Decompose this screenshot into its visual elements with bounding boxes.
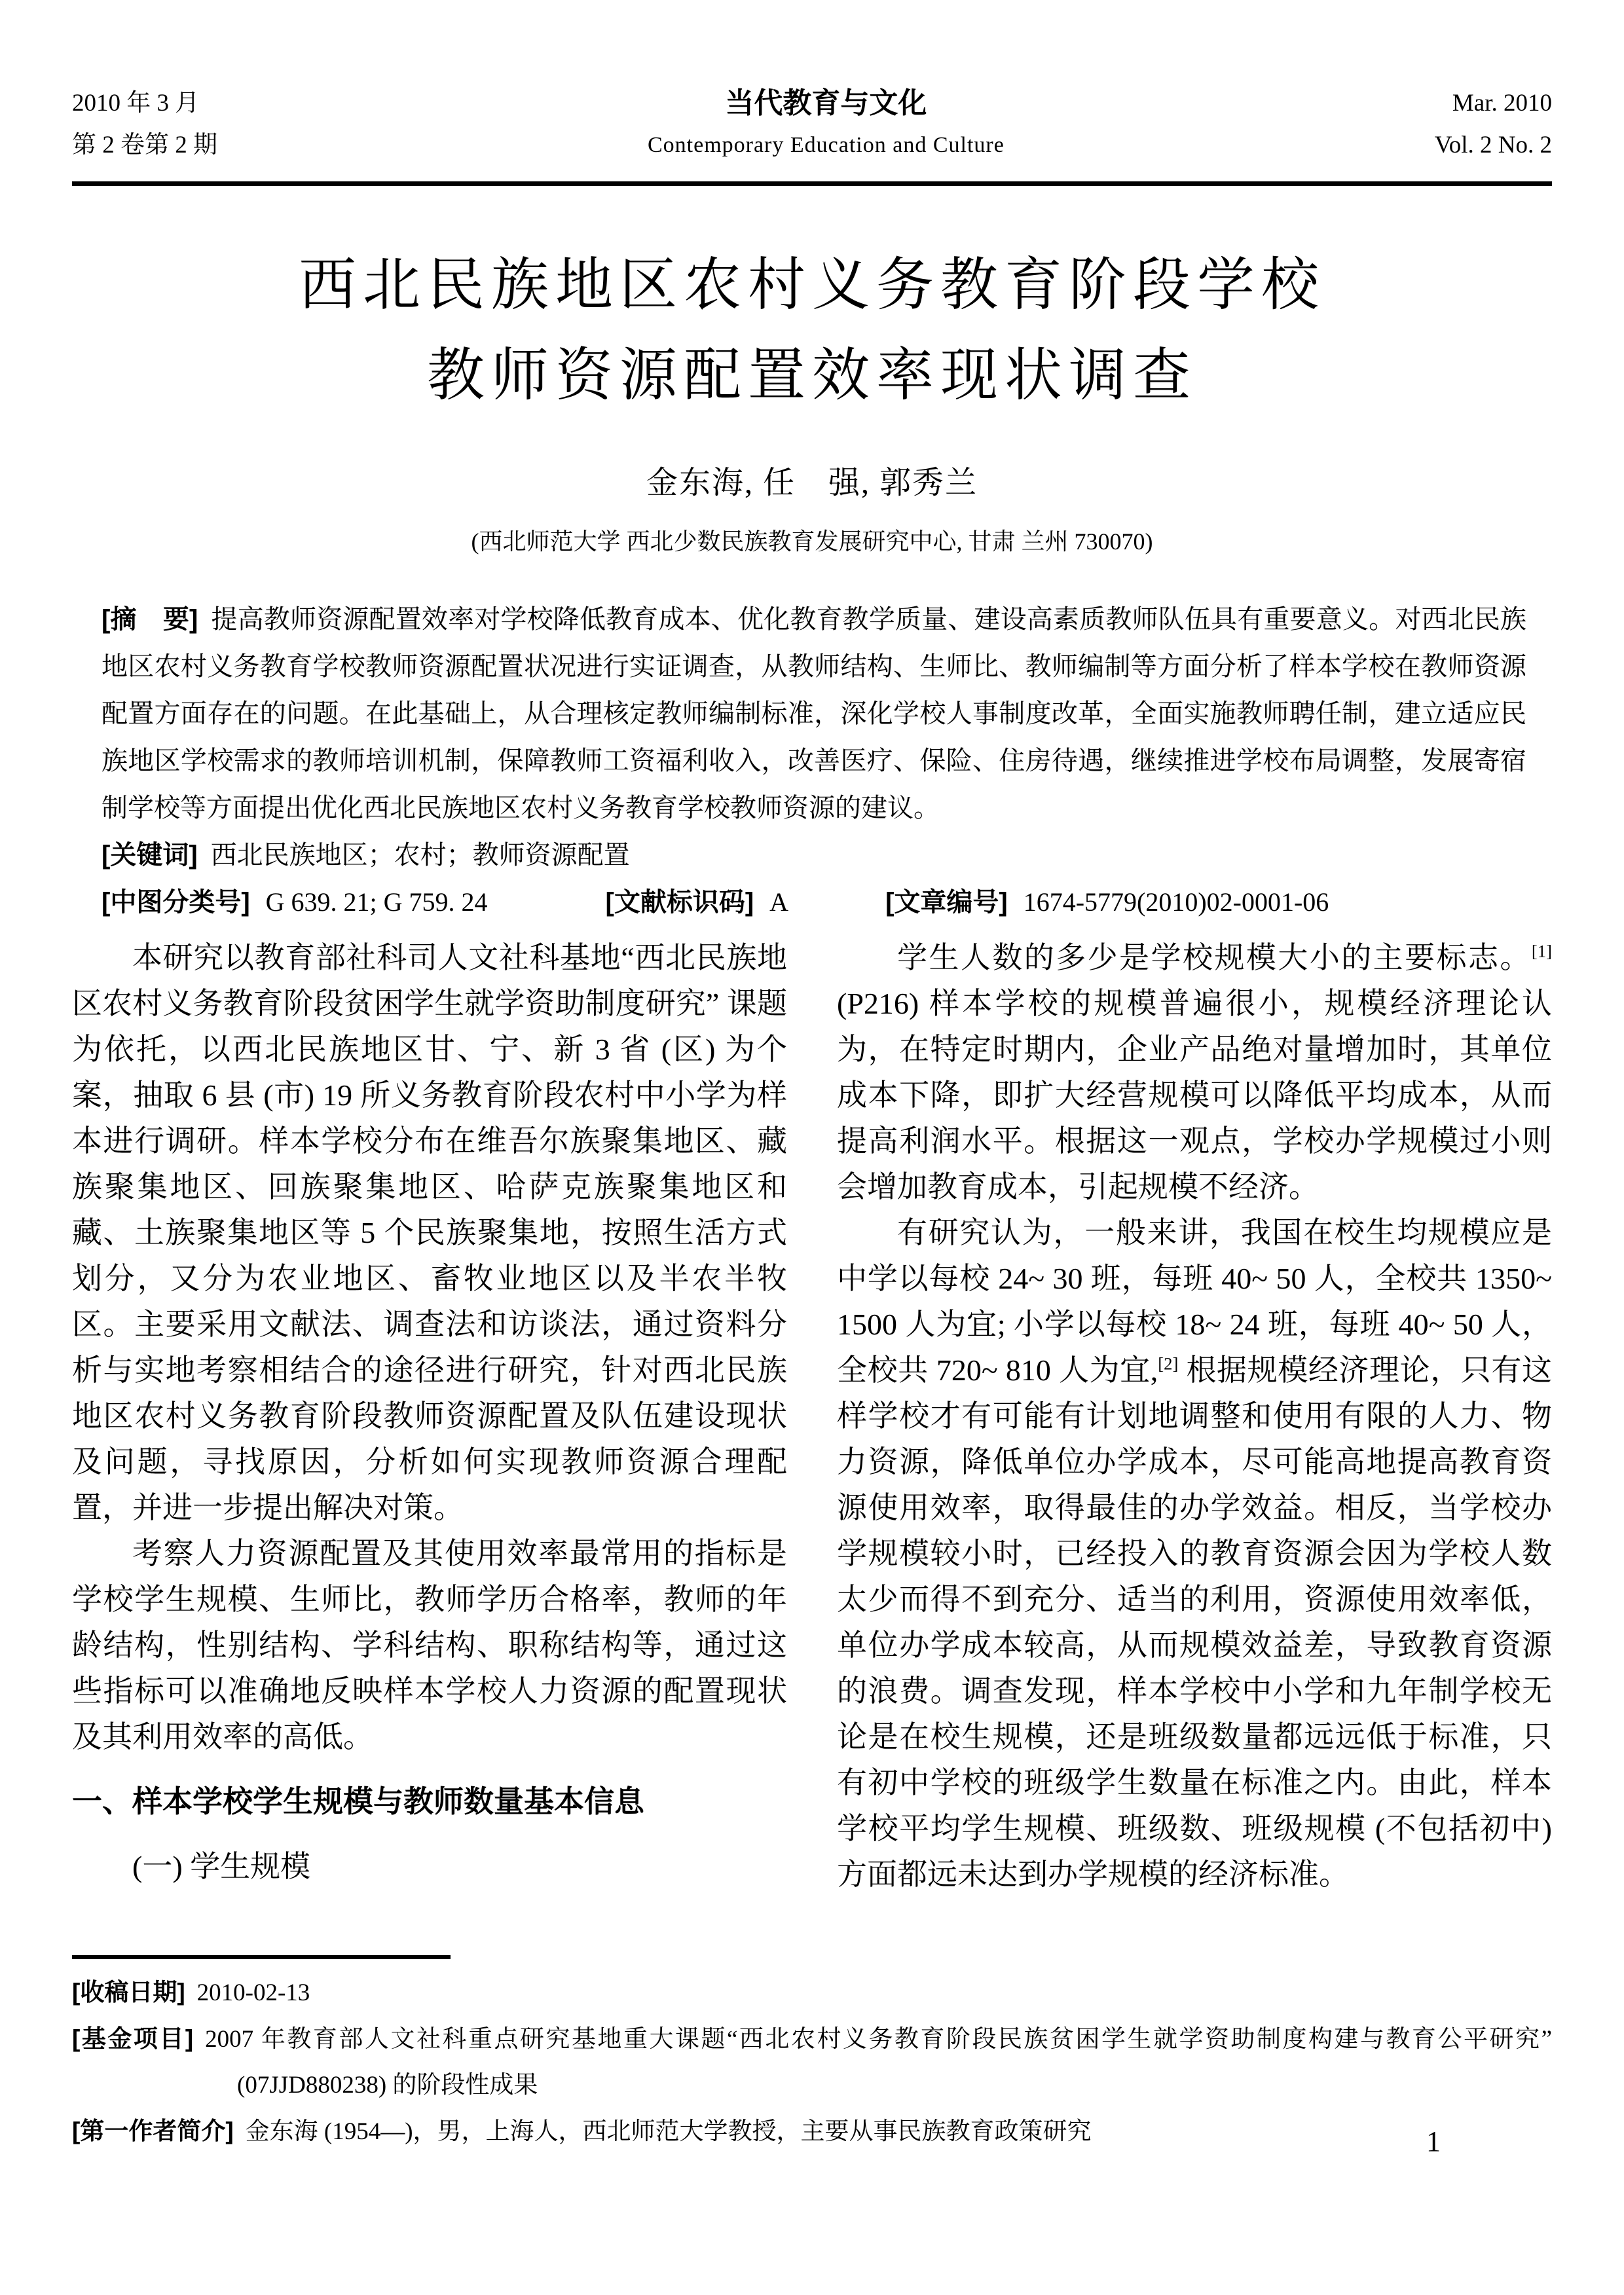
left-paragraph-2: 考察人力资源配置及其使用效率最常用的指标是学校学生规模、生师比，教师学历合格率，教师的年龄结构，性别结构、学科结构、职称结构等，通过这些指标可以准确地反映样本学校人力资源的配置现状及其利用效率的高低。 <box>72 1537 787 1753</box>
footnote-fund-project <box>72 2016 1552 2108</box>
body-columns <box>72 935 1552 1898</box>
article-title-line2: 教师资源配置效率现状调查 <box>426 344 1197 408</box>
keywords-text: 西北民族地区；农村；教师资源配置 <box>210 840 630 870</box>
first-author-text: 金东海 (1954—)，男，上海人，西北师范大学教授，主要从事民族教育政策研究 <box>245 2118 1092 2145</box>
clc-value: G 639. 21; G 759. 24 <box>265 887 488 917</box>
received-date-value: 2010-02-13 <box>196 1979 310 2006</box>
journal-title-cn: 当代教育与文化 <box>725 87 927 119</box>
keywords-line <box>101 832 1526 879</box>
right-column <box>837 935 1552 1898</box>
volume-issue-cn: 第 2 卷第 2 期 <box>72 132 217 158</box>
right-paragraph-2-text-a: 有研究认为，一般来讲，我国在校生均规模应是中学以每校 24~ 30 班，每班 40~ 50 人，全校共 1350~ 1500 人为宜; 小学以每校 18~ 24 班，每班 40~ 50 人，全校共 720~ 810 人为宜, <box>837 1216 1552 1387</box>
article-id-label: [文章编号] <box>885 888 1008 917</box>
left-paragraph-1: 本研究以教育部社科司人文社科基地“西北民族地区农村义务教育阶段贫困学生就学资助制度研究” 课题为依托，以西北民族地区甘、宁、新 3 省 (区) 为个案，抽取 6 县 (市) 19 所义务教育阶段农村中小学为样本进行调研。样本学校分布在维吾尔族聚集地区、藏族聚集地区、回族聚集地区、哈萨克族聚集地区和藏、土族聚集地区等 5 个民族聚集地，按照生活方式划分，又分为农业地区、畜牧业地区以及半农半牧区。主要采用文献法、调查法和访谈法，通过资料分析与实地考察相结合的途径进行研究，针对西北民族地区农村义务教育阶段教师资源配置及队伍建设现状及问题，寻找原因，分析如何实现教师资源合理配置，并进一步提出解决对策。 <box>72 941 787 1524</box>
right-paragraph-1-text-a: 学生人数的多少是学校规模大小的主要标志。 <box>897 941 1532 974</box>
abstract-block <box>101 596 1526 926</box>
header-divider-rule <box>72 181 1552 186</box>
section-1-heading: 一、样本学校学生规模与教师数量基本信息 <box>72 1784 644 1818</box>
keywords-label: [关键词] <box>101 841 198 870</box>
article-title <box>0 241 1624 422</box>
affiliation: (西北师范大学 西北少数民族教育发展研究中心, 甘肃 兰州 730070) <box>471 528 1153 555</box>
fund-project-text: 2007 年教育部人文社科重点研究基地重大课题“西北农村义务教育阶段民族贫困学生就学资助制度构建与教育公平研究” (07JJD880238) 的阶段性成果 <box>205 2026 1552 2099</box>
fund-project-label: [基金项目] <box>72 2025 194 2052</box>
header-left-block <box>72 83 217 166</box>
issue-date-en: Mar. 2010 <box>1452 90 1552 117</box>
citation-ref-1: [1] <box>1531 941 1552 961</box>
header-center-block <box>217 83 1435 166</box>
citation-ref-2: [2] <box>1158 1353 1179 1374</box>
footnotes-block <box>72 1970 1552 2155</box>
right-paragraph-2-text-b: 根据规模经济理论，只有这样学校才有可能有计划地调整和使用有限的人力、物力资源，降低单位办学成本，尽可能高地提高教育资源使用效率，取得最佳的办学效益。相反，当学校办学规模较小时，已经投入的教育资源会因为学校人数太少而得不到充分、适当的利用，资源使用效率低，单位办学成本较高，从而规模效益差，导致教育资源的浪费。调查发现，样本学校中小学和九年制学校无论是在校生规模，还是班级数量都远远低于标准，只有初中学校的班级学生数量在标准之内。由此，样本学校平均学生规模、班级数、班级规模 (不包括初中) 方面都远未达到办学规模的经济标准。 <box>837 1353 1553 1891</box>
volume-issue-en: Vol. 2 No. 2 <box>1434 132 1552 158</box>
article-title-line1: 西北民族地区农村义务教育阶段学校 <box>298 254 1325 318</box>
right-paragraph-2 <box>837 1210 1552 1898</box>
header-right-block <box>1435 83 1552 166</box>
abstract-text: 提高教师资源配置效率对学校降低教育成本、优化教育教学质量、建设高素质教师队伍具有重要意义。对西北民族地区农村义务教育学校教师资源配置状况进行实证调查，从教师结构、生师比、教师编制等方面分析了样本学校在教师资源配置方面存在的问题。在此基础上，从合理核定教师编制标准，深化学校人事制度改革，全面实施教师聘任制，建立适应民族地区学校需求的教师培训机制，保障教师工资福利收入，改善医疗、保险、住房待遇，继续推进学校布局调整，发展寄宿制学校等方面提出优化西北民族地区农村义务教育学校教师资源的建议。 <box>101 604 1527 822</box>
abstract-paragraph <box>101 596 1526 832</box>
doc-code-value: A <box>769 887 789 917</box>
right-paragraph-1 <box>837 935 1552 1210</box>
right-paragraph-1-text-b: (P216) 样本学校的规模普遍很小，规模经济理论认为，在特定时期内，企业产品绝对量增加时，其单位成本下降，即扩大经营规模可以降低平均成本，从而提高利润水平。根据这一观点，学校办学规模过小则会增加教育成本，引起规模不经济。 <box>837 987 1552 1203</box>
authors: 金东海, 任 强, 郭秀兰 <box>646 466 978 500</box>
article-id-value: 1674-5779(2010)02-0001-06 <box>1023 887 1329 917</box>
journal-title-en: Contemporary Education and Culture <box>647 133 1005 157</box>
page-number: 1 <box>1426 2125 1441 2157</box>
doc-code-label: [文献标识码] <box>605 888 754 917</box>
footnote-received-date <box>72 1970 1552 2016</box>
subsection-1-1-heading: (一) 学生规模 <box>132 1850 311 1883</box>
abstract-label: [摘 要] <box>101 605 198 634</box>
footnote-first-author <box>72 2108 1552 2155</box>
left-column <box>72 935 787 1898</box>
clc-label: [中图分类号] <box>101 888 250 917</box>
received-date-label: [收稿日期] <box>72 1979 185 2006</box>
issue-date-cn: 2010 年 3 月 <box>72 90 200 117</box>
journal-header <box>72 83 1552 166</box>
first-author-label: [第一作者简介] <box>72 2118 234 2144</box>
meta-line <box>101 879 1526 926</box>
footnote-divider-rule <box>72 1955 451 1959</box>
